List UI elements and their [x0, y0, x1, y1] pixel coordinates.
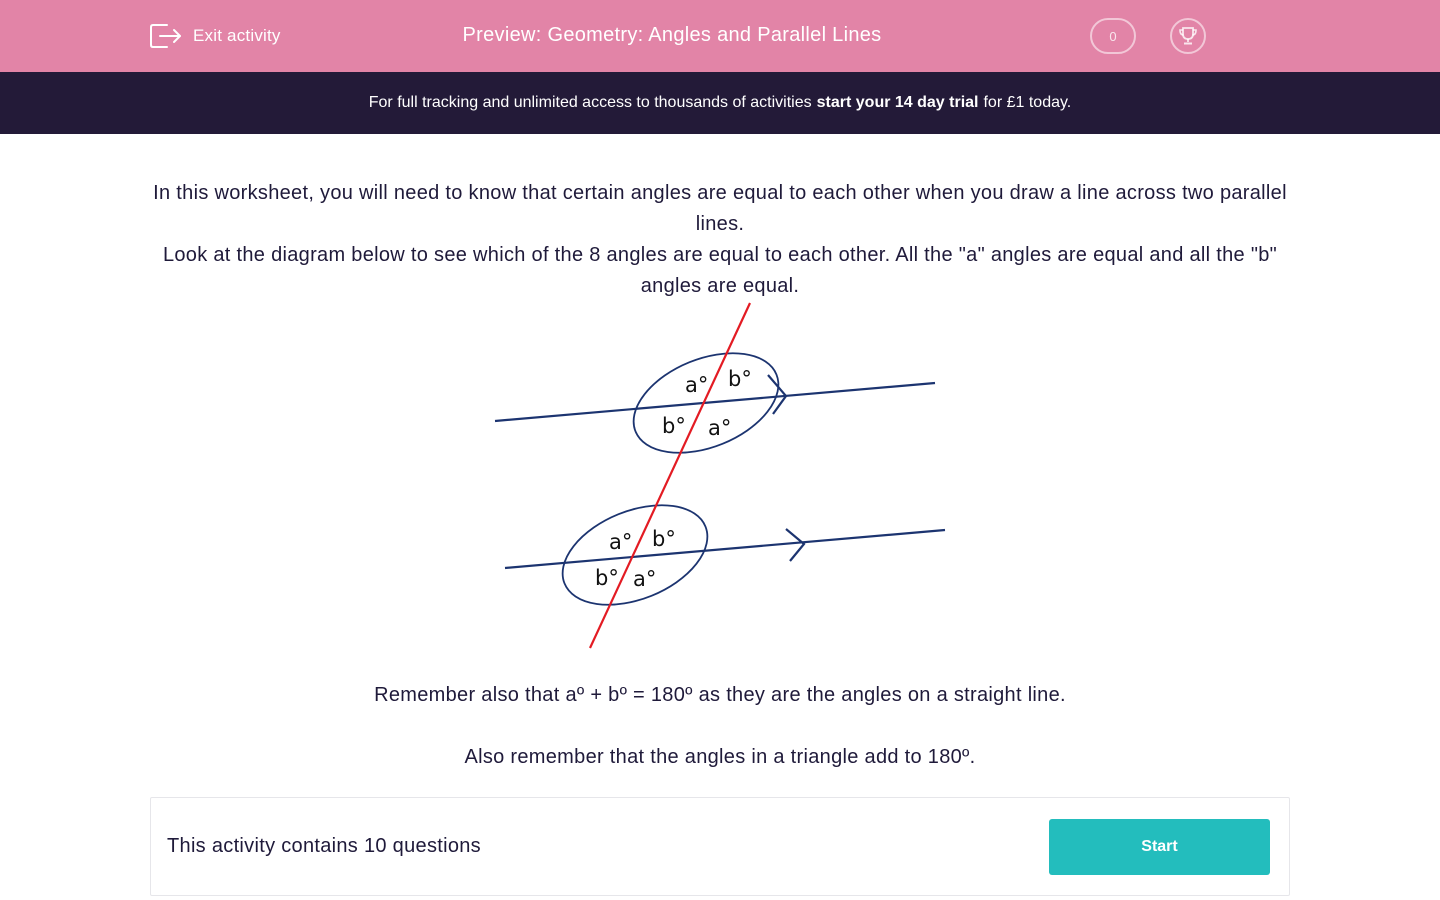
page-title: Preview: Geometry: Angles and Parallel Lines [462, 24, 882, 46]
start-button[interactable]: Start [1049, 819, 1270, 875]
angle-label-bottom-1: a° [609, 530, 633, 554]
angle-label-bottom-3: b° [595, 566, 619, 590]
angle-ellipse-bottom [548, 486, 722, 625]
trial-banner [0, 72, 1440, 134]
angle-label-top-3: b° [662, 414, 686, 438]
intro-text [150, 178, 1290, 302]
activity-card [150, 797, 1290, 896]
angle-label-bottom-2: b° [652, 527, 676, 551]
banner-text-after: for £1 today. [983, 94, 1072, 111]
angle-label-top-4: a° [708, 416, 732, 440]
exit-activity-label: Exit activity [193, 26, 281, 45]
angle-label-bottom-4: a° [633, 567, 657, 591]
score-badge: 0 [1090, 18, 1136, 54]
note-triangle: Also remember that the angles in a triangle add to 180º. [464, 746, 976, 768]
parallel-lines-diagram [490, 298, 960, 654]
trophy-button[interactable] [1170, 18, 1206, 54]
top-bar [0, 0, 1440, 72]
angle-label-top-2: b° [728, 367, 752, 391]
transversal-line [590, 303, 750, 648]
arrow-bottom [786, 529, 804, 561]
note-straight-line: Remember also that aº + bº = 180º as they are the angles on a straight line. [374, 684, 1066, 706]
intro-line-1: In this worksheet, you will need to know that certain angles are equal to each other when you draw a line across two parallel lines. [153, 182, 1287, 235]
banner-text-before: For full tracking and unlimited access to thousands of activities [368, 94, 812, 111]
question-count-text: This activity contains 10 questions [167, 835, 481, 857]
angle-label-top-1: a° [685, 373, 709, 397]
trophy-icon [1177, 25, 1199, 47]
intro-line-2: Look at the diagram below to see which of the 8 angles are equal to each other. All the "a" angles are equal and all the "b" angles are equal. [162, 244, 1278, 297]
trial-link[interactable]: start your 14 day trial [816, 94, 979, 111]
